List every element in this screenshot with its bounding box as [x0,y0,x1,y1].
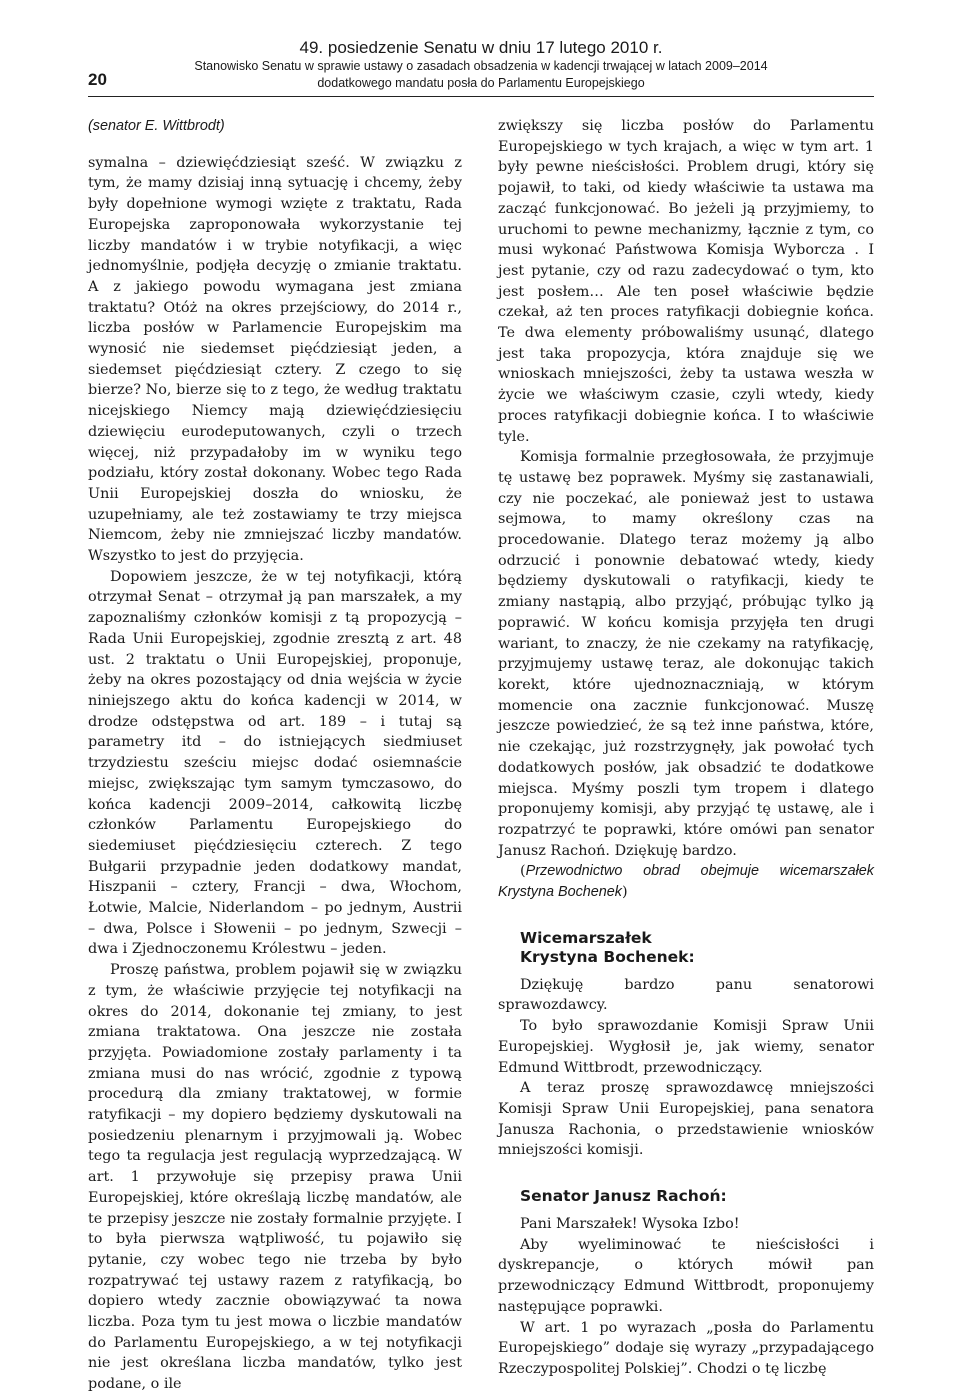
chair-note [498,861,874,902]
paragraph: symalna – dziewięćdziesiąt sześć. W związku z tym, że mamy dzisiaj inną sytuację i chcemy, żeby były dopełnione wymogi wzięte z traktatu, Rada Europejska zaproponowała wykorzystanie tej liczby mandatów i w trybie notyfikacji, a więc jednomyślnie, podjęła decyzję o zmianie traktatu. A z jakiego powodu wymagana jest zmiana traktatu? Otóż na okres przejściowy, do 2014 r., liczba posłów w Parlamencie Europejskim ma wynosić nie siedemset pięćdziesiąt jeden, a siedemset pięćdziesiąt cztery. Z czego to się bierze? No, bierze się to z tego, że według traktatu nicejskiego Niemcy mają dziewięćdziesięciu dziewięciu eurodeputowanych, czyli o trzech więcej, niż przypadałoby im w wyniku tego podziału, który został dokonany. Wobec tego Rada Unii Europejskiej doszła do wniosku, że uzupełniamy, ale też zostawiamy te trzy miejsca Niemcom, żeby nie zmniejszać liczby mandatów. Wszystko to jest do przyjęcia. [88,154,462,565]
page-number: 20 [88,70,107,89]
paragraph: Aby wyeliminować te nieścisłości i dyskrepancje, o których mówił pan przewodniczący Edmund Wittbrodt, proponujemy następujące poprawki. [498,1236,874,1315]
paragraph: W art. 1 po wyrazach „posła do Parlamentu Europejskiego” dodaje się wyrazy „przypadającego Rzeczypospolitej Polskiej”. Chodzi o tę liczbę [498,1319,874,1377]
paragraph: Proszę państwa, problem pojawił się w związku z tym, że właściwie przyjęcie tej notyfikacji na okres do 2014, dokonanie tej zmiany, to jest zmiana traktatowa. Ona jeszcze nie została przyjęta. Powiadomione zostały parlamenty i ta zmiana musi do nas wrócić, zgodnie z typową procedurą dla zmiany traktatowej, w formie ratyfikacji – my dopiero będziemy dyskutowali na posiedzeniu plenarnym i przyjmowali ją. Wobec tego ta regulacja jest regulacją wyprzedzającą. W art. 1 przywołuje się przepisy prawa Unii Europejskiej, które określają liczbę mandatów, ale te przepisy jeszcze nie zostały formalnie przyjęte. I to była pierwsza wątpliwość, tu pojawiło się pytanie, czy wobec tego nie trzeba by było rozpatrywać tej ustawy razem z ratyfikacją, bo dopiero wtedy zacznie obowiązywać ta nowa liczba. Poza tym tu jest mowa o liczbie mandatów do Parlamentu Europejskiego, a w tej notyfikacji nie jest określana liczba mandatów, tylko jest podane, o ile [88,962,462,1393]
right-column [498,116,874,1380]
left-column [88,116,462,1395]
speaker-note: (senator E. Wittbrodt) [88,118,225,134]
chair-note-open: ( [520,863,526,880]
paragraph: A teraz proszę sprawozdawcę mniejszości Komisji Spraw Unii Europejskiej, pana senatora Janusza Rachonia, o przedstawienie wniosków mniejszości komisji. [498,1080,874,1159]
header-title: 49. posiedzenie Senatu w dniu 17 lutego 2010 r. [299,38,663,57]
speaker-heading-senator [520,1187,874,1206]
header-subtitle-line2: dodatkowego mandatu posła do Parlamentu Europejskiego [317,76,645,90]
speaker-name: Krystyna Bochenek: [520,947,695,966]
paragraph: Pani Marszałek! Wysoka Izbo! [520,1216,740,1233]
chair-note-text: Przewodnictwo obrad obejmuje wicemarszałek Krystyna Bochenek [498,863,874,901]
chair-note-close: ) [622,884,628,901]
paragraph: Dziękuję bardzo panu senatorowi sprawozdawcy. [498,976,874,1014]
header-subtitle-line1: Stanowisko Senatu w sprawie ustawy o zasadach obsadzenia w kadencji trwającej w latach 2009–2014 [194,59,768,73]
page-header [88,38,874,96]
header-rule [88,96,874,97]
speaker-name: Senator Janusz Rachoń: [520,1187,727,1206]
speaker-role: Wicemarszałek [520,928,652,947]
paragraph: Komisja formalnie przegłosowała, że przyjmuje tę ustawę bez poprawek. Myśmy się zastanawiali, czy nie poczekać, ale ponieważ jest to ustawa sejmowa, to mamy określony czas na procedowanie. Dlatego teraz możemy ją albo odrzucić i ponownie debatować wtedy, kiedy będziemy dyskutowali o ratyfikacji, kiedy te zmiany nastąpią, albo przyjąć, próbując tylko ją poprawić. W końcu komisja przyjęła ten drugi wariant, to znaczy, że nie czekamy na ratyfikację, przyjmujemy ustawę teraz, ale dokonując takich korekt, które ujednoznaczniają, w którym momencie ona zacznie funkcjonować. Muszę jeszcze powiedzieć, że są też inne państwa, które, nie czekając, już rozstrzygnęły, jak powołać tych dodatkowych posłów, jak obsadzić te dodatkowe miejsca. Myśmy poszli tym tropem i dlatego proponujemy komisji, aby przyjąć tę ustawę, ale i rozpatrzyć te poprawki, które omówi pan senator Janusz Rachoń. Dziękuję bardzo. [498,449,874,859]
paragraph: Dopowiem jeszcze, że w tej notyfikacji, którą otrzymał Senat – otrzymał ją pan marszałek, a my zapoznaliśmy członków komisji z tą propozycją – Rada Unii Europejskiej, zgodnie zresztą z art. 48 ust. 2 traktatu o Unii Europejskiej, proponuje, żeby na okres pozostający od dnia wejścia w życie niniejszego aktu do końca kadencji w 2014, w drodze odstępstwa od art. 189 – i tutaj są parametry itd – do istniejących siedmiuset trzydziestu sześciu miejsc dodać osiemnaście miejsc, zwiększając tym samym tymczasowo, do końca kadencji 2009–2014, całkowitą liczbę członków Parlamentu Europejskiego do siedemiuset pięćdziesięciu czterech. Z tego Bułgarii przypadnie jeden dodatkowy mandat, Hiszpanii – cztery, Francji – dwa, Włochom, Łotwie, Malcie, Niderlandom – po jednym, Austrii – dwa, Polsce i Słowenii – po jednym, Szwecji – dwa i Zjednoczonemu Królestwu – jeden. [88,568,462,958]
speaker-heading-wicemarszalek [520,929,874,967]
paragraph: zwiększy się liczba posłów do Parlamentu Europejskiego w tych krajach, a więc w tym art. 1 były pewne nieścisłości. Problem drugi, który się pojawił, to taki, od kiedy właściwie ta ustawa ma zacząć funkcjonować. Bo jeżeli ją przyjmiemy, to uruchomi to pewne mechanizmy, łącznie z tym, co musi wykonać Państwowa Komisja Wyborcza . I jest pytanie, czy od razu zadecydować o tym, kto jest posłem… Ale ten poseł właściwie będzie czekał, aż ten proces ratyfikacji dobiegnie końca. Te dwa elementy próbowaliśmy usunąć, dlatego jest taka propozycja, która znajduje się we wnioskach mniejszości, żeby ta ustawa weszła w życie we właściwym czasie, czyli wtedy, kiedy proces ratyfikacji dobiegnie końca. I to właściwie tyle. [498,118,874,445]
paragraph: To było sprawozdanie Komisji Spraw Unii Europejskiej. Wygłosił je, jak wiemy, senator Edmund Wittbrodt, przewodniczący. [498,1018,874,1076]
